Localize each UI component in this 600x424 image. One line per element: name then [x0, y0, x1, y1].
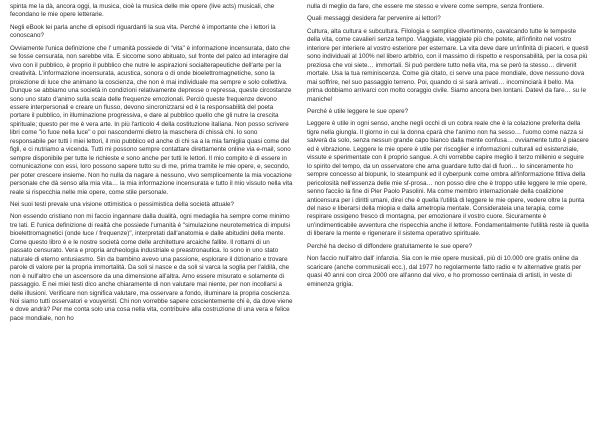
- interview-question: Negli eBook lei parla anche di episodi riguardanti la sua vita. Perché è importante che i lettori la conoscano?: [10, 23, 276, 40]
- interview-question: Quali messaggi desidera far pervenire ai lettori?: [307, 15, 441, 23]
- paragraph: nulla di meglio da fare, che essere me stesso e vivere come sempre, senza frontiere.: [307, 3, 544, 10]
- interview-question: Perché ha deciso di diffondere gratuitamente le sue opere?: [307, 242, 473, 250]
- interview-answer: Non essendo cristiano non mi faccio ingannare dalla dualità, ogni medaglia ha sempre come minimo tre lati. E l'unica definizione di realtà che possiede l'umanità è "simulazione neurotemetrica di impulsi bioelettromagnetici (onde luce / frequenze)", interpretati dall'anatomia e dalle abitudini della mente. Come questo libro è e le nostre società come delle architetture arcaiche fallite. Il rottami di un passato censurato. Vera e propria archeologia industriale e preastronautica. Io sono in uno stato naturale di eterno entusiasmo. Sin da bambino avevo una passione, esplorare il dizionario e trovare parole di valore per la propria immortalità. Da soli si nasce e da soli si varca la soglia per l'aldilà, che non è null'altro che un ascensore da una dimensione all'altra. Amo essere misurato e solamente di passaggio. E nei miei testi dico anche chiaramente di non valutare mai niente, per non incollarsi a delle illusioni. Verificare non significa valutare, ma osservare a fondo, illuminare la propria coscienza. Noi siamo tutti osservatori e vouyeristi. Chi non vorrebbe sapere coscientemente chi è, da dove viene e dove andrà? Per me conta solo una cosa nella vita, contribuire alla costruzione di una vera e felice pace mondiale, non ho: [10, 213, 293, 322]
- paragraph: spinta me la dà, ancora oggi, la musica, cioè la musica delle mie opere (live acts) musicali, che fecondano le mie opere letterarie.: [10, 3, 275, 19]
- left-column: [10, 3, 293, 424]
- interview-question: Nei suoi testi prevale una visione ottimistica o pessimistica della società attuale?: [10, 200, 235, 208]
- interview-question: Perché è utile leggere le sue opere?: [307, 107, 409, 115]
- right-column: [307, 3, 590, 424]
- interview-answer: Non faccio null'altro dall' infanzia. Sia con le mie opere musicali, più di 10.000 ore gratis online da scaricare (anche commusicali ecc.), dal 1977 ho regolarmente fatto radio e tv alternative gratis per quasi 40 anni con circa 2000 ore all'anno dal vivo, e ho promosso centinaia di artisti, in veste di eminenza grigia.: [307, 255, 582, 288]
- interview-answer: Cultura, alta cultura e subcultura. Filologia e semplice divertimento, cavalcando tutte le tempeste della vita, come cavalieri senza tempo. Viaggiate, viaggiate più che potete, all'infinito nel vostro interiore per interiere al vostro esteriore per esternare. La vita deve dare un'infinità di piaceri, e questi sono individuali al 100% nel libero arbitrio, con il massimo di rispetto e responsabilità, per la cosa più preziosa che voi siete… immortali. Si può perdere tutto nella vita, ma se però la stesso… dirvenit mortale. Usa la tua reminiscenza. Come già citato, ci serve una pace mondiale, dove nessuno dova mai soffrire, nel suo passaggio terreno. Poi, quando ci si sarà arrivati… incominciarà il bello. Ma prima dobbiamo arrivarci con molto coraggio civile. Siamo ancora ben lontani. Datevi da fare… su le maniche!: [307, 27, 589, 103]
- interview-answer: Ovviamente l'unica definizione che l' umanità possiede di "vita" è informazione incensurata, dato che se fosse censurata, non sarebbe vita. E siccome sono abituato, sul fronte del palco ad interagire dal vivo con il pubblico, è proprio il pubblico che nutre le aspirazioni socialterapeutiche dell'arte per la creatività. L'informazione incensurata, acustica, sonora o di onde bioelettromagnetiche, sono la proiezione di luce che animano la coscienza, che non è mai individuale ma sempre e solo collettiva. Dunque se abbiamo una società in condizioni relativamente depresse o repressa, queste circostanze sono uno stato d'animo sulla scala delle frequenze emozionali. Perciò queste frequenze devono essere interpersonali e creare un flusso, devono sincronizzarsi ed è la responsabilità del poeta portare il pubblico, in illuminazione progressiva, e dare al pubblico quello che gli nutre la crescita spirituale; questo per me è vera arte. In più l'articolo 4 della costituzione italiana. Non posso scrivere libri come "io fuoe nella luce" o poi nascondermi dietro la maschera di chissà chi. Io sono responsabile per tutti i miei lettori, il mio pubblico ed anche di chi sa a la mia famiglia quasi come del figli, e ci nutriamo a vicenda. Tutti mi possono sempre contattare direttamente online via e-mail, sono sempre disponibile per tutte le richieste e sono anche per tutti le lettori. Il mio compito è di essere in comunicazione con essi, loro possono sapere tutto su di me, prima tramite le mie opere, e, secondo, per poter crescere insieme. Non ho nulla da nagare a nessuno, vivo semplicemente la mia vocazione personale che dà senso alla mia vita… la mia informazione incensurata e tutto il mio vissuto nella vita reale si rispecchia nelle mie opere, come stile personale.: [10, 44, 293, 196]
- interview-answer: Leggere è utile in ogni senso, anche negli occhi di un cobra reale che è la colazione preferita della tigre nella giungla. Il giorno in cui la donna cparà che l'animo non ha sesso… l'uomo come nazza si salverà da solo, senza nessun grande capo bianco dalla mente confusa… ovviamente tutto è piacere ed è vibrazione. Leggere le mie opere è utile per riscoglier e informazioni culturali ed esistenziale, vissute e sperimentate con il proprio sangue. A chi vorrebbe capire meglio il terzo millenio e seguire lo spirito del tempo, da un osservatore che ama guardare tutto dal di fuori… Io sinceramente ho sempre concesso al biopunk, lo steampunk ed il cyberpunk come ombra all'informazione fittiva della pericolosità nell'essenza delle mie sf-prosa… non posso dire che è troppo utile leggere le mie opere, senno facciio la fine di Pier Paolo Pasolini. Ma come membro internazionale della coalizione anticensura per i diritti umani, direi che è quella l'utilità di leggere le mie opere, vedere oltre la punta del naso e liberarsi della miopia e dalla ametropia mentale. Considerateia una terapia, come respirare ossigeno fresco di montagna, per emozionare il vostro cuore. Sicuramente è un'indimenticabile avventura che rispecchia anche il lettore. Fondamentalmente l'utilità reste ià quella di liberare la mente e rigenerare il sistema operativo spirituale.: [307, 120, 589, 238]
